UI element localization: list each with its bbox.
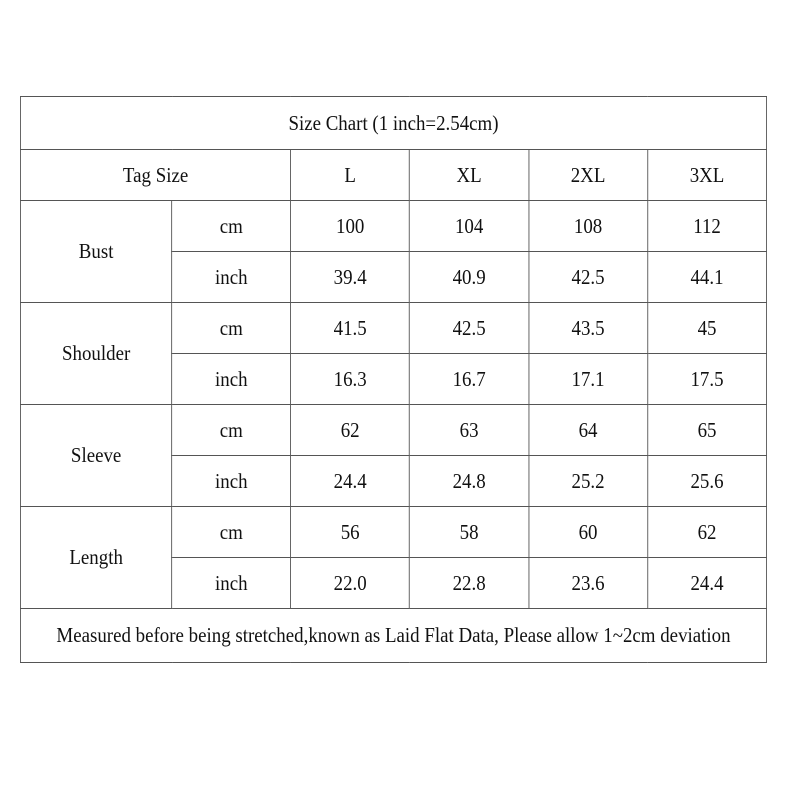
unit-cell: cm	[172, 507, 291, 558]
value-cell: 112	[648, 201, 767, 252]
measurement-name: Shoulder	[20, 303, 171, 405]
footer-row	[20, 609, 766, 663]
value-cell: 58	[410, 507, 529, 558]
unit-cell: inch	[172, 252, 291, 303]
measurement-name: Sleeve	[20, 405, 171, 507]
table-row	[20, 201, 766, 252]
value-cell: 42.5	[410, 303, 529, 354]
measurement-name: Bust	[20, 201, 171, 303]
value-cell: 17.5	[648, 354, 767, 405]
value-cell: 16.7	[410, 354, 529, 405]
value-cell: 43.5	[529, 303, 648, 354]
value-cell: 42.5	[529, 252, 648, 303]
unit-cell: cm	[172, 405, 291, 456]
value-cell: 25.2	[529, 456, 648, 507]
value-cell: 24.8	[410, 456, 529, 507]
value-cell: 45	[648, 303, 767, 354]
size-header-xl: XL	[410, 150, 529, 201]
value-cell: 100	[291, 201, 410, 252]
table-row	[20, 507, 766, 558]
value-cell: 64	[529, 405, 648, 456]
unit-cell: inch	[172, 558, 291, 609]
value-cell: 39.4	[291, 252, 410, 303]
footer-note: Measured before being stretched,known as Laid Flat Data, Please allow 1~2cm deviation	[20, 609, 766, 663]
value-cell: 62	[648, 507, 767, 558]
value-cell: 56	[291, 507, 410, 558]
value-cell: 16.3	[291, 354, 410, 405]
value-cell: 23.6	[529, 558, 648, 609]
unit-cell: cm	[172, 303, 291, 354]
title-row	[20, 97, 766, 150]
value-cell: 63	[410, 405, 529, 456]
value-cell: 40.9	[410, 252, 529, 303]
size-header-l: L	[291, 150, 410, 201]
value-cell: 108	[529, 201, 648, 252]
size-header-2xl: 2XL	[529, 150, 648, 201]
size-chart-table	[20, 96, 767, 663]
value-cell: 24.4	[648, 558, 767, 609]
table-row	[20, 303, 766, 354]
header-row	[20, 150, 766, 201]
measurement-name: Length	[20, 507, 171, 609]
table-row	[20, 405, 766, 456]
tag-size-label: Tag Size	[20, 150, 290, 201]
value-cell: 22.0	[291, 558, 410, 609]
unit-cell: cm	[172, 201, 291, 252]
value-cell: 62	[291, 405, 410, 456]
size-header-3xl: 3XL	[648, 150, 767, 201]
value-cell: 60	[529, 507, 648, 558]
unit-cell: inch	[172, 456, 291, 507]
value-cell: 22.8	[410, 558, 529, 609]
unit-cell: inch	[172, 354, 291, 405]
value-cell: 25.6	[648, 456, 767, 507]
value-cell: 44.1	[648, 252, 767, 303]
value-cell: 104	[410, 201, 529, 252]
value-cell: 41.5	[291, 303, 410, 354]
value-cell: 17.1	[529, 354, 648, 405]
value-cell: 24.4	[291, 456, 410, 507]
chart-title: Size Chart (1 inch=2.54cm)	[20, 97, 766, 150]
value-cell: 65	[648, 405, 767, 456]
